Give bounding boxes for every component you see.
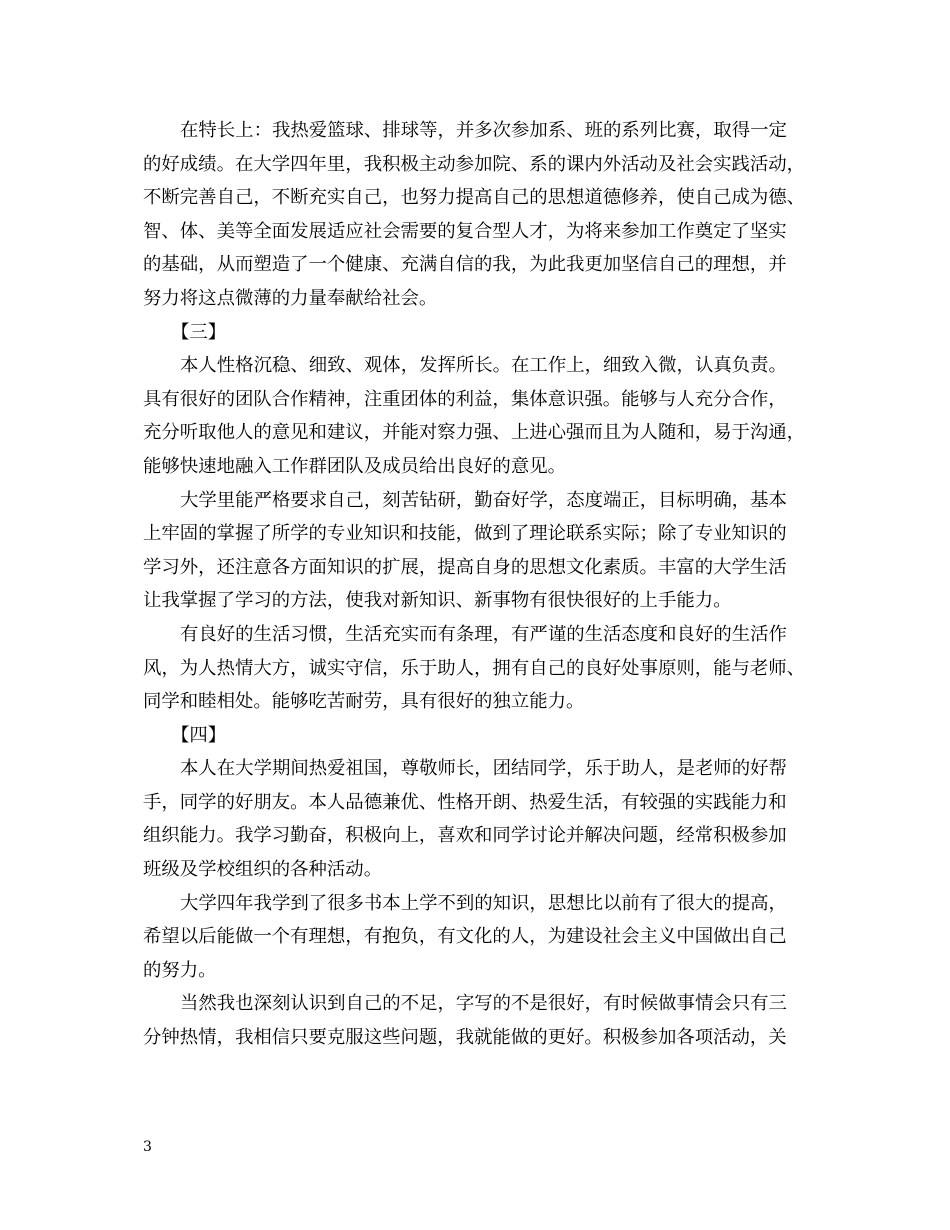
paragraph-line: 分钟热情，我相信只要克服这些问题，我就能做的更好。积极参加各项活动，关 (143, 1027, 787, 1049)
paragraph-line: 有良好的生活习惯，生活充实而有条理，有严谨的生活态度和良好的生活作 (180, 623, 787, 645)
body-text (143, 114, 833, 1055)
page-number: 3 (143, 1139, 152, 1155)
paragraph-line: 组织能力。我学习勤奋，积极向上，喜欢和同学讨论并解决问题，经常积极参加 (143, 825, 787, 847)
paragraph-line: 上牢固的掌握了所学的专业知识和技能，做到了理论联系实际；除了专业知识的 (143, 523, 787, 545)
paragraph-line: 本人性格沉稳、细致、观体，发挥所长。在工作上，细致入微，认真负责。 (180, 355, 787, 377)
paragraph-line: 不断完善自己，不断充实自己，也努力提高自己的思想道德修养，使自己成为德、 (143, 187, 806, 209)
paragraph-line: 的基础，从而塑造了一个健康、充满自信的我，为此我更加坚信自己的理想，并 (143, 254, 787, 276)
paragraph-line: 学习外，还注意各方面知识的扩展，提高自身的思想文化素质。丰富的大学生活 (143, 556, 787, 578)
paragraph-line: 班级及学校组织的各种活动。 (143, 859, 383, 881)
paragraph-line: 具有很好的团队合作精神，注重团体的利益，集体意识强。能够与人充分合作， (143, 388, 787, 410)
section-heading: 【三】 (171, 321, 227, 343)
section-heading: 【四】 (171, 724, 227, 746)
paragraph-line: 智、体、美等全面发展适应社会需要的复合型人才，为将来参加工作奠定了坚实 (143, 220, 787, 242)
paragraph-line: 的努力。 (143, 959, 217, 981)
paragraph-line: 同学和睦相处。能够吃苦耐劳，具有很好的独立能力。 (143, 691, 585, 713)
paragraph-line: 努力将这点微薄的力量奉献给社会。 (143, 287, 438, 309)
paragraph-line: 的好成绩。在大学四年里，我积极主动参加院、系的课内外活动及社会实践活动， (143, 153, 806, 175)
paragraph-line: 在特长上：我热爱篮球、排球等，并多次参加系、班的系列比赛，取得一定 (180, 120, 787, 141)
paragraph-line: 手，同学的好朋友。本人品德兼优、性格开朗、热爱生活，有较强的实践能力和 (143, 791, 787, 813)
paragraph-line: 风，为人热情大方，诚实守信，乐于助人，拥有自己的良好处事原则，能与老师、 (143, 657, 806, 679)
paragraph-line: 本人在大学期间热爱祖国，尊敬师长，团结同学，乐于助人，是老师的好帮 (180, 758, 787, 780)
paragraph-line: 大学四年我学到了很多书本上学不到的知识，思想比以前有了很大的提高， (180, 892, 787, 914)
paragraph-line: 让我掌握了学习的方法，使我对新知识、新事物有很快很好的上手能力。 (143, 590, 732, 612)
paragraph-line: 充分听取他人的意见和建议，并能对察力强、上进心强而且为人随和，易于沟通， (143, 422, 806, 444)
paragraph-line: 能够快速地融入工作群团队及成员给出良好的意见。 (143, 455, 566, 477)
paragraph-line: 希望以后能做一个有理想，有抱负，有文化的人，为建设社会主义中国做出自己 (143, 926, 787, 948)
paragraph-line: 当然我也深刻认识到自己的不足，字写的不是很好，有时候做事情会只有三 (180, 993, 787, 1015)
paragraph-line: 大学里能严格要求自己，刻苦钻研，勤奋好学，态度端正，目标明确，基本 (180, 489, 787, 511)
